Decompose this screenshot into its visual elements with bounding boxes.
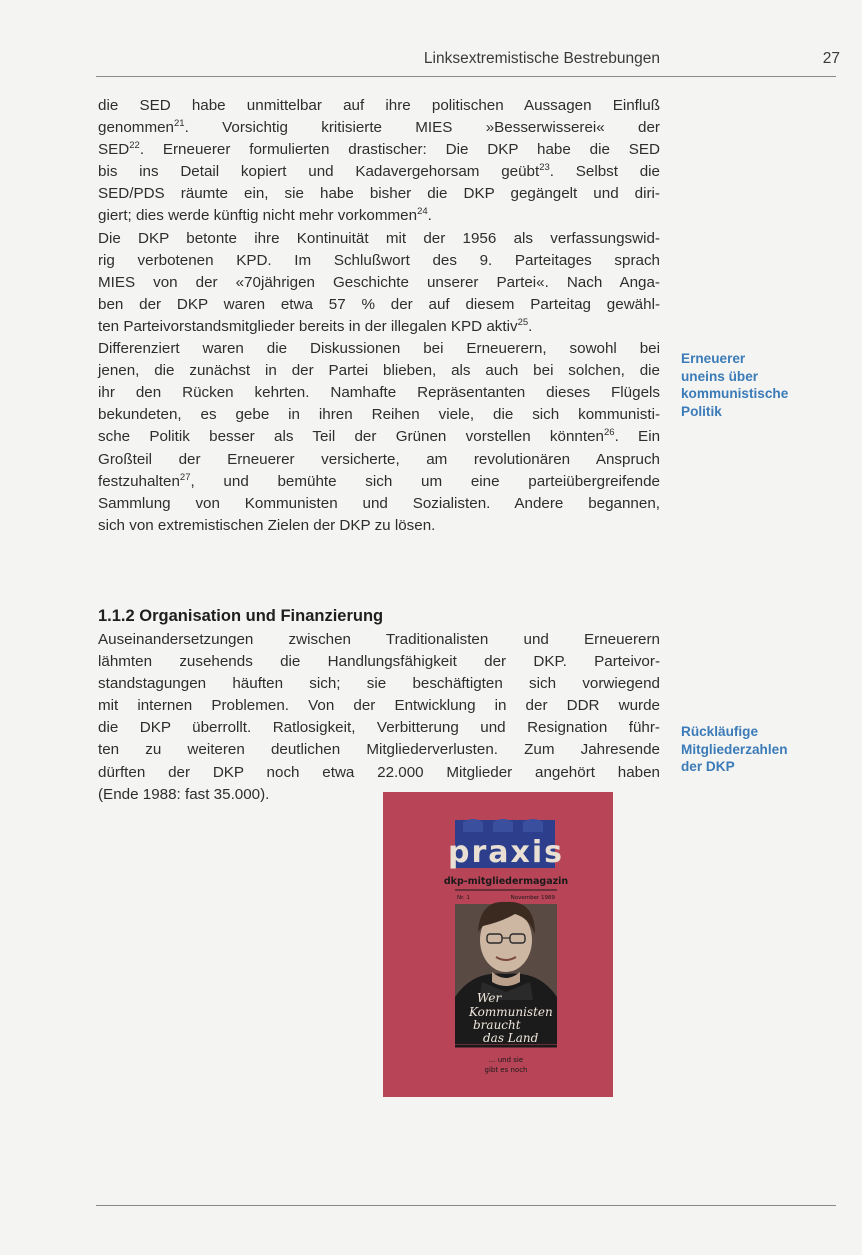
text-line: Auseinandersetzungen zwischen Traditionalisten und Erneuerern [98, 631, 660, 648]
text-line: SED/PDS räumte ein, sie habe bisher die DKP gegängelt und diri- [98, 185, 660, 203]
paragraph [98, 629, 660, 806]
text-line: jenen, die zunächst in der Partei blieben, als auch bei solchen, die [98, 362, 660, 380]
text-line: festzuhalten$^{27}$, und bemühte sich um eine parteiübergreifende [98, 471, 660, 490]
text-line: bekundeten, es gebe in ihren Reihen viele, die sich kommunisti- [98, 406, 660, 424]
footnote-ref: 27 [179, 471, 191, 483]
magazine-cover-image [383, 792, 613, 1097]
text-line: sich von extremistischen Zielen der DKP zu lösen. [98, 516, 436, 534]
text-line: ten Parteivorstandsmitglieder bereits in der illegalen KPD aktiv$^{25}$. [98, 316, 533, 335]
page-number: 27 [822, 50, 840, 67]
text-line: SED$^{22}$. Erneuerer formulierten drastischer: Die DKP habe die SED [98, 140, 660, 159]
footnote-ref: 23 [539, 162, 550, 174]
section-heading: 1.1.2 Organisation und Finanzierung [98, 607, 384, 625]
footnote-ref: 21 [173, 118, 185, 130]
header-rule [96, 76, 836, 77]
text-line: (Ende 1988: fast 35.000). [98, 785, 270, 803]
cover-subtitle: dkp-mitgliedermagazin [443, 876, 569, 887]
text-line: die SED habe unmittelbar auf ihre politischen Aussagen Einfluß [98, 97, 660, 114]
text-line: sche Politik besser als Teil der Grünen vorstellen könnten$^{26}$. Ein [98, 427, 661, 446]
margin-note: Rückläufige Mitgliederzahlen der DKP [681, 724, 788, 774]
margin-note: Erneuerer uneins über kommunistische Politik [681, 351, 789, 419]
text-line: Differenziert waren die Diskussionen bei Erneuerern, sowohl bei [98, 340, 660, 358]
text-line: dürften der DKP noch etwa 22.000 Mitglieder angehört haben [98, 763, 660, 781]
footnote-ref: 25 [517, 316, 529, 328]
text-line: MIES von der «70jährigen Geschichte unserer Partei«. Nach Anga- [98, 273, 660, 291]
footnote-ref: 24 [417, 206, 428, 218]
running-title: Linksextremistische Bestrebungen [423, 50, 660, 67]
text-line: ihr den Rücken kehrten. Namhafte Repräsentanten dieses Flügels [98, 384, 660, 402]
text-line: standstagungen häuften sich; sie beschäftigten sich vorwiegend [98, 675, 660, 693]
masthead-logo [448, 819, 564, 870]
svg-text:Kommunisten: Kommunisten [469, 1005, 553, 1019]
paragraph [98, 338, 660, 537]
cover-issue: Nr. 1 [457, 895, 470, 901]
text-line: ten zu weiteren deutlichen Mitgliederverlusten. Zum Jahresende [98, 741, 660, 759]
footnote-ref: 26 [603, 427, 615, 439]
svg-text:braucht: braucht [473, 1018, 521, 1032]
text-line: die DKP überrollt. Ratlosigkeit, Verbitterung und Resignation führ- [98, 719, 660, 737]
body-text-block [98, 95, 660, 537]
text-line: genommen$^{21}$. Vorsichtig kritisierte MIES »Besserwisserei« der [98, 118, 660, 137]
cover-date: November 1989 [510, 895, 555, 901]
paragraph [98, 95, 660, 228]
masthead-title: praxis [447, 835, 565, 870]
text-line: Großteil der Erneuerer versicherte, am revolutionären Anspruch [98, 450, 660, 468]
text-line: Die DKP betonte ihre Kontinuität mit der 1956 als verfassungswid- [98, 229, 660, 247]
paragraph [98, 228, 660, 338]
svg-text:das Land: das Land [483, 1031, 539, 1045]
text-line: lähmten zusehends die Handlungsfähigkeit der DKP. Parteivor- [98, 653, 660, 671]
cover-tagline: gibt es noch [484, 1066, 528, 1074]
cover-tagline: ... und sie [488, 1056, 524, 1064]
text-line: bis ins Detail kopiert und Kadavergehorsam geübt$^{23}$. Selbst die [98, 162, 660, 181]
section-block [98, 605, 660, 806]
svg-text:Wer: Wer [477, 991, 502, 1005]
text-line: Sammlung von Kommunisten und Sozialisten. Andere begannen, [98, 494, 660, 512]
text-line: giert; dies werde künftig nicht mehr vorkommen$^{24}$. [98, 206, 432, 225]
text-line: rig verbotenen KPD. Im Schlußwort des 9. Parteitages sprach [98, 251, 660, 269]
text-line: ben der DKP waren etwa 57 % der auf diesem Parteitag gewähl- [98, 295, 660, 313]
footer-rule [96, 1205, 836, 1206]
footnote-ref: 22 [129, 140, 140, 152]
text-line: mit internen Problemen. Von der Entwicklung in der DDR wurde [98, 697, 660, 715]
